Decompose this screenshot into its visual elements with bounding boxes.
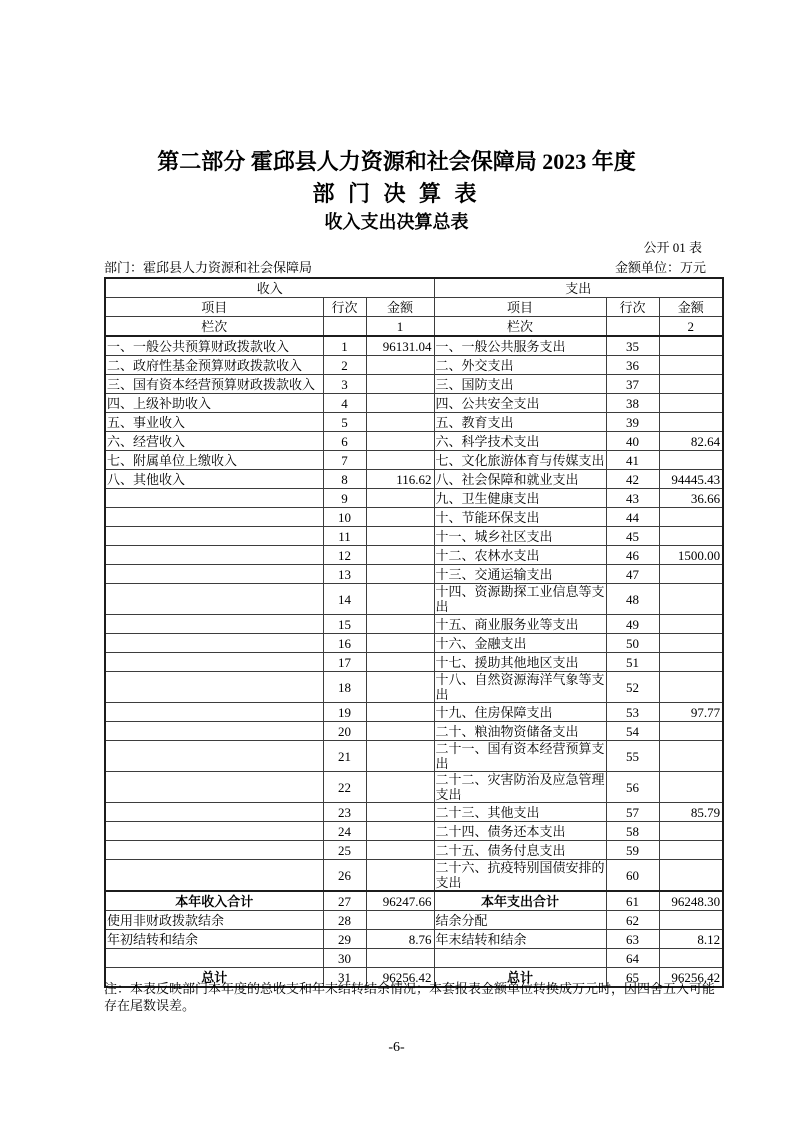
income-amount-cell bbox=[366, 394, 434, 413]
expense-amount-cell bbox=[659, 565, 723, 584]
expense-line-header: 行次 bbox=[606, 298, 659, 317]
expense-line-cell: 35 bbox=[606, 336, 659, 356]
expense-item-cell: 二十三、其他支出 bbox=[434, 803, 606, 822]
expense-item-cell: 三、国防支出 bbox=[434, 375, 606, 394]
expense-item-cell: 一、一般公共服务支出 bbox=[434, 336, 606, 356]
expense-amount-cell bbox=[659, 949, 723, 968]
income-line-cell: 7 bbox=[323, 451, 366, 470]
income-line-cell: 25 bbox=[323, 841, 366, 860]
income-item-header: 项目 bbox=[105, 298, 323, 317]
expense-amount-cell bbox=[659, 722, 723, 741]
expense-item-cell: 二十二、灾害防治及应急管理支出 bbox=[435, 772, 605, 802]
table-row bbox=[105, 356, 723, 375]
income-line-cell: 10 bbox=[323, 508, 366, 527]
expense-item-cell: 九、卫生健康支出 bbox=[434, 489, 606, 508]
expense-amount-cell: 82.64 bbox=[659, 432, 723, 451]
expense-item-cell: 总计 bbox=[434, 968, 606, 988]
income-line-cell: 24 bbox=[323, 822, 366, 841]
table-row bbox=[105, 860, 723, 892]
income-line-cell: 5 bbox=[323, 413, 366, 432]
expense-line-cell: 37 bbox=[606, 375, 659, 394]
income-amount-cell bbox=[366, 703, 434, 722]
expense-amount-cell: 1500.00 bbox=[659, 546, 723, 565]
expense-amount-cell bbox=[659, 615, 723, 634]
expense-line-cell: 41 bbox=[606, 451, 659, 470]
expense-line-cell: 50 bbox=[606, 634, 659, 653]
income-item-cell bbox=[105, 772, 323, 803]
expense-amount-cell: 96248.30 bbox=[659, 891, 723, 911]
income-amount-cell bbox=[366, 451, 434, 470]
income-amount-cell: 96247.66 bbox=[366, 891, 434, 911]
expense-line-cell: 63 bbox=[606, 930, 659, 949]
income-line-cell: 15 bbox=[323, 615, 366, 634]
income-line-cell: 11 bbox=[323, 527, 366, 546]
income-item-cell bbox=[105, 508, 323, 527]
column-index-row bbox=[105, 317, 723, 337]
table-row bbox=[105, 653, 723, 672]
table-row bbox=[105, 508, 723, 527]
income-amount-cell bbox=[366, 546, 434, 565]
income-line-header: 行次 bbox=[323, 298, 366, 317]
expense-amount-cell bbox=[659, 356, 723, 375]
table-row bbox=[105, 822, 723, 841]
table-row bbox=[105, 432, 723, 451]
income-line-cell: 12 bbox=[323, 546, 366, 565]
expense-item-cell bbox=[434, 949, 606, 968]
column-header-row bbox=[105, 298, 723, 317]
unit-label: 金额单位：万元 bbox=[614, 260, 706, 275]
income-amount-cell bbox=[366, 841, 434, 860]
expense-item-cell: 六、科学技术支出 bbox=[434, 432, 606, 451]
income-item-cell bbox=[105, 653, 323, 672]
expense-item-cell: 十六、金融支出 bbox=[434, 634, 606, 653]
income-item-cell bbox=[105, 841, 323, 860]
expense-amount-cell bbox=[659, 584, 723, 615]
income-line-cell: 18 bbox=[323, 672, 366, 703]
expense-item-cell: 十五、商业服务业等支出 bbox=[434, 615, 606, 634]
expense-line-cell: 39 bbox=[606, 413, 659, 432]
expense-line-cell: 45 bbox=[606, 527, 659, 546]
income-item-cell: 五、事业收入 bbox=[105, 413, 323, 432]
income-amount-cell bbox=[366, 803, 434, 822]
expense-amount-cell bbox=[659, 527, 723, 546]
table-row bbox=[105, 527, 723, 546]
income-item-cell bbox=[105, 634, 323, 653]
income-colindex-label: 栏次 bbox=[105, 317, 323, 337]
document-title-main: 部 门 决 算 表 bbox=[312, 181, 481, 206]
income-line-cell: 13 bbox=[323, 565, 366, 584]
income-line-cell: 19 bbox=[323, 703, 366, 722]
income-line-cell: 30 bbox=[323, 949, 366, 968]
income-amount-cell: 116.62 bbox=[366, 470, 434, 489]
income-item-cell: 一、一般公共预算财政拨款收入 bbox=[105, 336, 323, 356]
expense-line-cell: 59 bbox=[606, 841, 659, 860]
expense-amount-cell: 94445.43 bbox=[659, 470, 723, 489]
income-item-cell bbox=[105, 949, 323, 968]
expense-line-cell: 36 bbox=[606, 356, 659, 375]
income-line-cell: 1 bbox=[323, 336, 366, 356]
income-amount-cell bbox=[366, 356, 434, 375]
expense-line-cell: 51 bbox=[606, 653, 659, 672]
table-row bbox=[105, 772, 723, 803]
expense-item-cell: 十、节能环保支出 bbox=[434, 508, 606, 527]
income-line-cell: 23 bbox=[323, 803, 366, 822]
income-line-cell: 22 bbox=[323, 772, 366, 803]
expense-item-cell: 本年支出合计 bbox=[434, 891, 606, 911]
income-amount-cell bbox=[366, 565, 434, 584]
expense-amount-cell bbox=[659, 672, 723, 703]
expense-item-cell: 十九、住房保障支出 bbox=[434, 703, 606, 722]
expense-item-cell: 年末结转和结余 bbox=[434, 930, 606, 949]
income-line-cell: 14 bbox=[323, 584, 366, 615]
table-code-label: 公开 01 表 bbox=[643, 240, 702, 255]
income-item-cell: 四、上级补助收入 bbox=[105, 394, 323, 413]
expense-item-cell: 二十六、抗疫特别国债安排的支出 bbox=[435, 860, 605, 890]
expense-line-cell: 53 bbox=[606, 703, 659, 722]
expense-item-cell: 结余分配 bbox=[434, 911, 606, 930]
table-row bbox=[105, 489, 723, 508]
document-subtitle: 收入支出决算总表 bbox=[324, 212, 469, 232]
expense-line-cell: 56 bbox=[606, 772, 659, 803]
income-item-cell: 七、附属单位上缴收入 bbox=[105, 451, 323, 470]
income-item-cell: 二、政府性基金预算财政拨款收入 bbox=[105, 356, 323, 375]
section-header-row bbox=[105, 278, 723, 298]
expense-amount-cell bbox=[659, 772, 723, 803]
table-row bbox=[105, 911, 723, 930]
expense-item-cell: 八、社会保障和就业支出 bbox=[434, 470, 606, 489]
expense-amount-cell bbox=[659, 634, 723, 653]
expense-item-cell: 十四、资源勘探工业信息等支出 bbox=[435, 584, 605, 614]
expense-line-cell: 64 bbox=[606, 949, 659, 968]
expense-amount-cell: 97.77 bbox=[659, 703, 723, 722]
table-row bbox=[105, 841, 723, 860]
expense-item-cell: 二十一、国有资本经营预算支出 bbox=[435, 741, 605, 771]
table-row bbox=[105, 930, 723, 949]
table-row bbox=[105, 413, 723, 432]
expense-section-header: 支出 bbox=[434, 278, 723, 298]
income-amount-cell bbox=[366, 489, 434, 508]
table-row bbox=[105, 470, 723, 489]
income-amount-cell: 96131.04 bbox=[366, 336, 434, 356]
income-item-cell: 八、其他收入 bbox=[105, 470, 323, 489]
income-line-cell: 26 bbox=[323, 860, 366, 892]
expense-colindex-value: 2 bbox=[659, 317, 723, 337]
income-colindex-value: 1 bbox=[366, 317, 434, 337]
expense-item-cell: 二十、粮油物资储备支出 bbox=[434, 722, 606, 741]
table-row bbox=[105, 634, 723, 653]
expense-line-cell: 44 bbox=[606, 508, 659, 527]
income-line-cell: 6 bbox=[323, 432, 366, 451]
expense-line-cell: 61 bbox=[606, 891, 659, 911]
expense-line-cell: 60 bbox=[606, 860, 659, 892]
expense-item-cell: 二十五、债务付息支出 bbox=[434, 841, 606, 860]
income-item-cell bbox=[105, 565, 323, 584]
table-row bbox=[105, 803, 723, 822]
table-row bbox=[105, 741, 723, 772]
income-amount-cell bbox=[366, 911, 434, 930]
income-item-cell: 本年收入合计 bbox=[105, 891, 323, 911]
income-amount-cell bbox=[366, 672, 434, 703]
income-item-cell bbox=[105, 527, 323, 546]
income-item-cell: 总计 bbox=[105, 968, 323, 988]
table-row bbox=[105, 949, 723, 968]
income-item-cell: 年初结转和结余 bbox=[105, 930, 323, 949]
income-item-cell bbox=[105, 722, 323, 741]
table-row bbox=[105, 565, 723, 584]
expense-amount-cell bbox=[659, 375, 723, 394]
expense-amount-cell: 36.66 bbox=[659, 489, 723, 508]
income-line-cell: 9 bbox=[323, 489, 366, 508]
table-row bbox=[105, 584, 723, 615]
income-amount-cell bbox=[366, 634, 434, 653]
income-amount-cell bbox=[366, 741, 434, 772]
expense-amount-cell bbox=[659, 860, 723, 892]
expense-line-cell: 46 bbox=[606, 546, 659, 565]
expense-line-cell: 48 bbox=[606, 584, 659, 615]
expense-line-cell: 47 bbox=[606, 565, 659, 584]
income-item-cell bbox=[105, 822, 323, 841]
income-amount-cell bbox=[366, 772, 434, 803]
table-row bbox=[105, 546, 723, 565]
expense-item-cell: 五、教育支出 bbox=[434, 413, 606, 432]
income-amount-cell bbox=[366, 822, 434, 841]
income-line-cell: 31 bbox=[323, 968, 366, 988]
income-line-cell: 27 bbox=[323, 891, 366, 911]
income-item-cell bbox=[105, 860, 323, 892]
table-meta-row bbox=[104, 257, 722, 276]
expense-line-cell: 57 bbox=[606, 803, 659, 822]
income-line-cell: 16 bbox=[323, 634, 366, 653]
expense-line-cell: 52 bbox=[606, 672, 659, 703]
expense-item-cell: 十二、农林水支出 bbox=[434, 546, 606, 565]
table-row bbox=[105, 615, 723, 634]
table-row bbox=[105, 451, 723, 470]
income-item-cell bbox=[105, 803, 323, 822]
expense-amount-cell bbox=[659, 822, 723, 841]
expense-item-cell: 十一、城乡社区支出 bbox=[434, 527, 606, 546]
expense-item-cell: 二、外交支出 bbox=[434, 356, 606, 375]
income-amount-cell bbox=[366, 527, 434, 546]
income-amount-header: 金额 bbox=[366, 298, 434, 317]
document-title-part: 第二部分 霍邱县人力资源和社会保障局 2023 年度 bbox=[157, 149, 636, 174]
expense-amount-cell bbox=[659, 413, 723, 432]
document-titles bbox=[0, 146, 793, 236]
income-line-cell: 21 bbox=[323, 741, 366, 772]
income-amount-cell: 8.76 bbox=[366, 930, 434, 949]
table-body bbox=[105, 336, 723, 987]
table-row bbox=[105, 394, 723, 413]
table-row bbox=[105, 891, 723, 911]
income-line-cell: 8 bbox=[323, 470, 366, 489]
expense-line-cell: 58 bbox=[606, 822, 659, 841]
income-item-cell bbox=[105, 615, 323, 634]
footnote: 注：本表反映部门本年度的总收支和年末结转结余情况；本套报表金额单位转换成万元时，因四舍五入可能存在尾数误差。 bbox=[104, 981, 716, 1013]
expense-colindex-label: 栏次 bbox=[434, 317, 606, 337]
expense-item-cell: 二十四、债务还本支出 bbox=[434, 822, 606, 841]
income-amount-cell bbox=[366, 860, 434, 892]
income-item-cell bbox=[105, 703, 323, 722]
income-amount-cell bbox=[366, 508, 434, 527]
department-label: 部门：霍邱县人力资源和社会保障局 bbox=[104, 260, 313, 275]
expense-line-cell: 42 bbox=[606, 470, 659, 489]
expense-line-cell: 49 bbox=[606, 615, 659, 634]
table-code-row bbox=[104, 237, 722, 256]
expense-item-cell: 十七、援助其他地区支出 bbox=[434, 653, 606, 672]
income-item-cell bbox=[105, 584, 323, 615]
expense-amount-cell bbox=[659, 741, 723, 772]
expense-amount-cell: 96256.42 bbox=[659, 968, 723, 988]
table-row bbox=[105, 722, 723, 741]
expense-colindex-line bbox=[606, 317, 659, 337]
expense-amount-cell bbox=[659, 394, 723, 413]
expense-item-cell: 四、公共安全支出 bbox=[434, 394, 606, 413]
income-line-cell: 20 bbox=[323, 722, 366, 741]
income-section-header: 收入 bbox=[105, 278, 434, 298]
expense-amount-cell bbox=[659, 451, 723, 470]
income-amount-cell: 96256.42 bbox=[366, 968, 434, 988]
income-line-cell: 3 bbox=[323, 375, 366, 394]
expense-line-cell: 43 bbox=[606, 489, 659, 508]
table-row bbox=[105, 703, 723, 722]
expense-item-cell: 十八、自然资源海洋气象等支出 bbox=[435, 672, 605, 702]
expense-amount-cell: 85.79 bbox=[659, 803, 723, 822]
income-item-cell: 六、经营收入 bbox=[105, 432, 323, 451]
income-item-cell bbox=[105, 672, 323, 703]
income-expense-table bbox=[104, 277, 724, 988]
income-amount-cell bbox=[366, 432, 434, 451]
income-item-cell: 三、国有资本经营预算财政拨款收入 bbox=[105, 375, 323, 394]
income-amount-cell bbox=[366, 653, 434, 672]
expense-amount-cell bbox=[659, 911, 723, 930]
income-line-cell: 4 bbox=[323, 394, 366, 413]
income-amount-cell bbox=[366, 949, 434, 968]
expense-item-header: 项目 bbox=[434, 298, 606, 317]
income-line-cell: 2 bbox=[323, 356, 366, 375]
expense-item-cell: 七、文化旅游体育与传媒支出 bbox=[435, 452, 605, 468]
income-amount-cell bbox=[366, 722, 434, 741]
table-row bbox=[105, 672, 723, 703]
income-item-cell bbox=[105, 489, 323, 508]
income-colindex-line bbox=[323, 317, 366, 337]
expense-line-cell: 38 bbox=[606, 394, 659, 413]
expense-amount-header: 金额 bbox=[659, 298, 723, 317]
expense-line-cell: 62 bbox=[606, 911, 659, 930]
income-line-cell: 28 bbox=[323, 911, 366, 930]
expense-amount-cell bbox=[659, 653, 723, 672]
table-row bbox=[105, 375, 723, 394]
income-amount-cell bbox=[366, 584, 434, 615]
expense-line-cell: 55 bbox=[606, 741, 659, 772]
expense-amount-cell: 8.12 bbox=[659, 930, 723, 949]
income-line-cell: 29 bbox=[323, 930, 366, 949]
expense-line-cell: 65 bbox=[606, 968, 659, 988]
income-line-cell: 17 bbox=[323, 653, 366, 672]
expense-line-cell: 54 bbox=[606, 722, 659, 741]
expense-item-cell: 十三、交通运输支出 bbox=[434, 565, 606, 584]
income-item-cell bbox=[105, 546, 323, 565]
income-amount-cell bbox=[366, 413, 434, 432]
income-item-cell bbox=[105, 741, 323, 772]
expense-line-cell: 40 bbox=[606, 432, 659, 451]
income-amount-cell bbox=[366, 615, 434, 634]
expense-amount-cell bbox=[659, 336, 723, 356]
expense-amount-cell bbox=[659, 841, 723, 860]
income-amount-cell bbox=[366, 375, 434, 394]
page-number: -6- bbox=[388, 1040, 405, 1055]
table-row bbox=[105, 336, 723, 356]
expense-amount-cell bbox=[659, 508, 723, 527]
income-item-cell: 使用非财政拨款结余 bbox=[105, 911, 323, 930]
